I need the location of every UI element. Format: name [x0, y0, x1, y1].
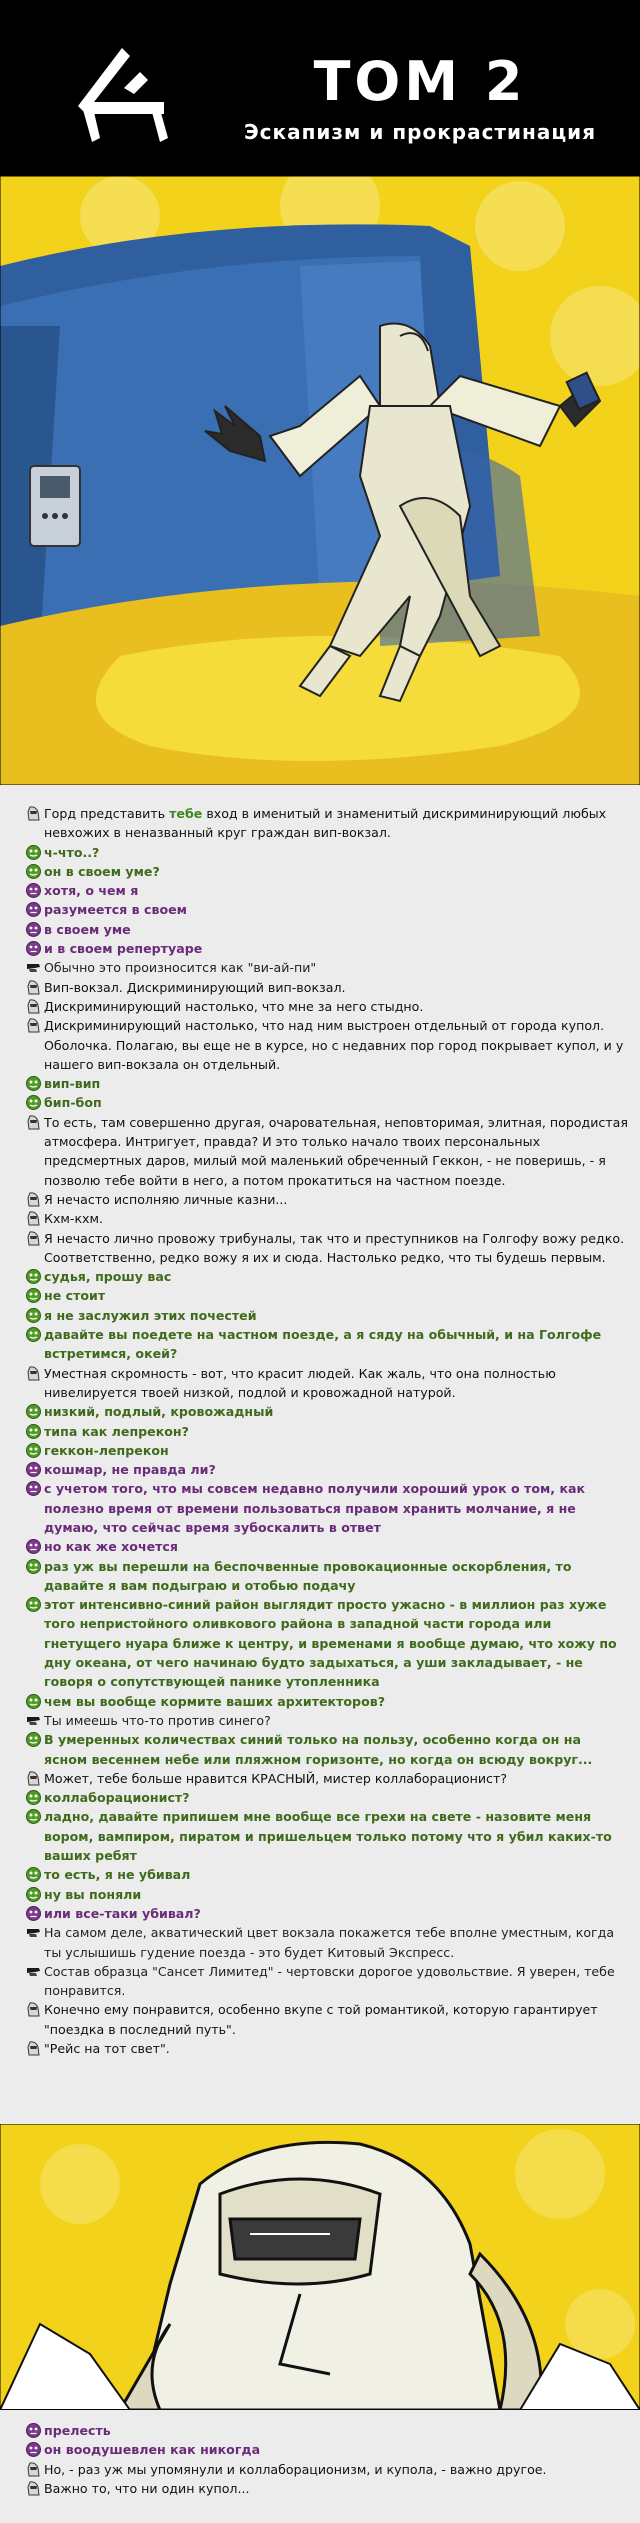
dialogue-line: [0, 1904, 640, 1923]
dialogue-line: [0, 2460, 640, 2479]
dialogue-line: [0, 1865, 640, 1884]
gecko-icon: [26, 1694, 41, 1709]
dialogue-line: [0, 1711, 640, 1730]
gord-icon: [26, 1115, 41, 1130]
dialogue-text: судья, прошу вас: [44, 1269, 172, 1285]
dialogue-line: [0, 1016, 640, 1074]
dialogue-line: [0, 2479, 640, 2498]
dialogue-line: [0, 881, 640, 900]
dialogue-line: [0, 2421, 640, 2440]
dialogue-text: Уместная скромность - вот, что красит людей. Как жаль, что она полностью нивелируется твоей низкой, подлой и кровожадной натурой.: [44, 1365, 556, 1400]
purple-gecko-icon: [26, 941, 41, 956]
dialogue-text: раз уж вы перешли на беспочвенные провокационные оскорбления, то давайте я вам подыграю и отобью подачу: [44, 1558, 572, 1593]
dialogue-line: [0, 1422, 640, 1441]
narrator-icon: [26, 1713, 41, 1728]
dialogue-line: [0, 1923, 640, 1962]
dialogue-text: хотя, о чем я: [44, 883, 139, 899]
dialogue-text: давайте вы поедете на частном поезде, а я сяду на обычный, и на Голгофе встретимся, окей?: [44, 1327, 602, 1362]
gecko-icon: [26, 1404, 41, 1419]
dialogue-line: [0, 1286, 640, 1305]
dialogue-line: [0, 900, 640, 919]
dialogue-text: Состав образца "Сансет Лимитед" - чертовски дорогое удовольствие. Я уверен, тебе понравится.: [44, 1963, 615, 1999]
dialogue-line: [0, 1325, 640, 1364]
gord-icon: [26, 980, 41, 995]
dialogue-log: [0, 785, 640, 2124]
gord-icon: [26, 1018, 41, 1033]
dialogue-text: не стоит: [44, 1288, 106, 1304]
dialogue-text: в своем уме: [44, 921, 131, 937]
dialogue-line: [0, 1788, 640, 1807]
dialogue-line: [0, 1267, 640, 1286]
dialogue-text: В умеренных количествах синий только на пользу, особенно когда он на ясном весеннем небе или пляжном горизонте, но когда он всюду вокруг...: [44, 1732, 593, 1767]
dialogue-line: [0, 920, 640, 939]
dialogue-line: [0, 1074, 640, 1093]
dialogue-line: [0, 1807, 640, 1865]
dialogue-line: [0, 1460, 640, 1479]
dialogue-text: прелесть: [44, 2423, 111, 2438]
dialogue-line: [0, 1479, 640, 1537]
gord-icon: [26, 999, 41, 1014]
dialogue-text: Ты имеешь что-то против синего?: [44, 1712, 271, 1728]
purple-gecko-icon: [26, 1462, 41, 1477]
volume-subtitle: Эскапизм и прокрастинация: [243, 120, 597, 144]
purple-gecko-icon: [26, 2442, 41, 2457]
dialogue-text: бип-боп: [44, 1095, 102, 1111]
dialogue-text: низкий, подлый, кровожадный: [44, 1404, 274, 1420]
dialogue-line: [0, 1209, 640, 1228]
dialogue-line: [0, 862, 640, 881]
dialogue-text: коллаборационист?: [44, 1790, 190, 1806]
narrator-icon: [26, 1964, 41, 1979]
dialogue-text: Вип-вокзал. Дискриминирующий вип-вокзал.: [44, 979, 346, 995]
dialogue-text: Обычно это произносится как "ви-ай-пи": [44, 960, 317, 976]
dialogue-text: Конечно ему понравится, особенно вкупе с той романтикой, которую гарантирует "поездка в последний путь".: [44, 2002, 598, 2037]
dialogue-text: Важно то, что ни один купол...: [44, 2480, 250, 2496]
gecko-icon: [26, 1790, 41, 1805]
dialogue-text: кошмар, не правда ли?: [44, 1462, 216, 1478]
gecko-icon: [26, 1443, 41, 1458]
dialogue-line: [0, 1229, 640, 1268]
dialogue-line: [0, 1769, 640, 1788]
gord-icon: [26, 1231, 41, 1246]
chapter-header: [0, 0, 640, 176]
gecko-icon: [26, 1732, 41, 1747]
dialogue-text: и в своем репертуаре: [44, 941, 203, 957]
dialogue-text: этот интенсивно-синий район выглядит просто ужасно - в миллион раз хуже того непристойного оливкового района в западной части города или гнетущего нуара ближе к центру, и временами я вообще думаю, что хожу по дну океана, от чего начинаю будто задыхаться, а уши закладывает, - не говоря о сопутствующей панике утопленника: [44, 1597, 617, 1690]
dialogue-text: он в своем уме?: [44, 863, 160, 879]
dialogue-text: но как же хочется: [44, 1539, 178, 1555]
purple-gecko-icon: [26, 1481, 41, 1496]
gecko-icon: [26, 1809, 41, 1824]
dialogue-log-continued: [0, 2410, 640, 2523]
dialogue-line: [0, 1364, 640, 1403]
dialogue-line: [0, 997, 640, 1016]
narrator-icon: [26, 1925, 41, 1940]
dialogue-line: [0, 1595, 640, 1691]
dialogue-text: "Рейс на тот свет".: [44, 2041, 170, 2056]
illustration-bottom: [0, 2124, 640, 2410]
gecko-icon: [26, 1559, 41, 1574]
dialogue-text: я не заслужил этих почестей: [44, 1307, 257, 1323]
gecko-icon: [26, 1288, 41, 1303]
dialogue-line: [0, 1537, 640, 1556]
dialogue-text: геккон-лепрекон: [44, 1442, 169, 1458]
purple-gecko-icon: [26, 883, 41, 898]
gord-icon: [26, 806, 41, 821]
gord-icon: [26, 1192, 41, 1207]
dialogue-line: [0, 1885, 640, 1904]
dialogue-line: [0, 1730, 640, 1769]
dialogue-text: разумеется в своем: [44, 902, 187, 918]
gord-icon: [26, 2002, 41, 2017]
purple-gecko-icon: [26, 1906, 41, 1921]
gecko-icon: [26, 845, 41, 860]
gecko-icon: [26, 1867, 41, 1882]
gord-icon: [26, 1771, 41, 1786]
dialogue-text: Я нечасто исполняю личные казни...: [44, 1191, 288, 1207]
narrator-icon: [26, 960, 41, 975]
dialogue-line: [0, 843, 640, 862]
purple-gecko-icon: [26, 2423, 41, 2438]
dialogue-line: [0, 2000, 640, 2039]
dialogue-line: [0, 1093, 640, 1112]
gecko-icon: [26, 1269, 41, 1284]
dialogue-line: [0, 2440, 640, 2459]
dialogue-line: [0, 1190, 640, 1209]
dialogue-text: или все-таки убивал?: [44, 1905, 201, 1921]
dialogue-line: [0, 1113, 640, 1190]
dialogue-text: типа как лепрекон?: [44, 1423, 189, 1439]
dialogue-text: Но, - раз уж мы упомянули и коллаборационизм, и купола, - важно другое.: [44, 2461, 547, 2477]
dialogue-text: На самом деле, акватический цвет вокзала покажется тебе вполне уместным, когда ты услышишь гудение поезда - это будет Китовый Экспресс.: [44, 1925, 615, 1960]
gord-icon: [26, 2462, 41, 2477]
gecko-icon: [26, 1308, 41, 1323]
dialogue-text: То есть, там совершенно другая, очаровательная, неповторимая, элитная, породистая атмосфера. Интригует, правда? И это только начало твоих персональных предсмертных даров, милый мой маленький обреченный Геккон, - не поверишь, - я позволю тебе войти в него, а потом прокатиться на частном поезде.: [44, 1114, 628, 1188]
dialogue-text: ч-что..?: [44, 844, 100, 860]
highlighted-word: тебе: [169, 806, 203, 821]
purple-gecko-icon: [26, 1539, 41, 1554]
dialogue-line: [0, 1692, 640, 1711]
gord-icon: [26, 1366, 41, 1381]
dialogue-line: [0, 1441, 640, 1460]
gecko-icon: [26, 1887, 41, 1902]
dialogue-text: с учетом того, что мы совсем недавно получили хороший урок о том, как полезно время от времени пользоваться правом хранить молчание, я не думаю, что сейчас время зубоскалить в ответ: [44, 1481, 586, 1535]
dialogue-text: Может, тебе больше нравится КРАСНЫЙ, мистер коллаборационист?: [44, 1770, 507, 1786]
dialogue-text: Я нечасто лично провожу трибуналы, так что и преступников на Голгофу вожу редко. Соответственно, редко вожу я их и сюда. Настолько редко, что ты будешь первым.: [44, 1230, 625, 1265]
chapter-logo-icon: [64, 42, 180, 146]
dialogue-text: Дискриминирующий настолько, что над ним выстроен отдельный от города купол. Оболочка. Полагаю, вы еще не в курсе, но с недавних пор город покрывает купол, и у нашего вип-вокзала он отдельный.: [44, 1018, 624, 1072]
dialogue-line: [0, 958, 640, 977]
gord-icon: [26, 2041, 41, 2056]
dialogue-text: чем вы вообще кормите ваших архитекторов?: [44, 1693, 385, 1709]
dialogue-line: [0, 1557, 640, 1596]
dialogue-text: то есть, я не убивал: [44, 1867, 191, 1883]
dialogue-text: Кхм-кхм.: [44, 1211, 104, 1227]
dialogue-text: Горд представить тебе вход в именитый и знаменитый дискриминирующий любых невхожих в неназванный круг граждан вип-вокзал.: [44, 806, 607, 841]
gord-icon: [26, 2481, 41, 2496]
gecko-icon: [26, 1095, 41, 1110]
dialogue-text: ладно, давайте припишем мне вообще все грехи на свете - назовите меня вором, вампиром, пиратом и пришельцем только потому что я убил каких-то ваших ребят: [44, 1809, 612, 1864]
dialogue-text: ну вы поняли: [44, 1886, 142, 1902]
dialogue-line: [0, 1306, 640, 1325]
volume-title: ТОМ 2: [313, 50, 527, 113]
dialogue-line: [0, 2039, 640, 2058]
dialogue-line: [0, 978, 640, 997]
gord-icon: [26, 1211, 41, 1226]
dialogue-line: [0, 939, 640, 958]
dialogue-line: [0, 1402, 640, 1421]
gecko-icon: [26, 1597, 41, 1612]
gecko-icon: [26, 1076, 41, 1091]
dialogue-line: [0, 804, 640, 843]
purple-gecko-icon: [26, 922, 41, 937]
gecko-icon: [26, 1327, 41, 1342]
purple-gecko-icon: [26, 902, 41, 917]
dialogue-line: [0, 1962, 640, 2001]
gecko-icon: [26, 864, 41, 879]
dialogue-text: вип-вип: [44, 1076, 101, 1092]
illustration-top: [0, 176, 640, 785]
dialogue-text: Дискриминирующий настолько, что мне за него стыдно.: [44, 998, 424, 1014]
dialogue-text: он воодушевлен как никогда: [44, 2442, 261, 2458]
gecko-icon: [26, 1424, 41, 1439]
